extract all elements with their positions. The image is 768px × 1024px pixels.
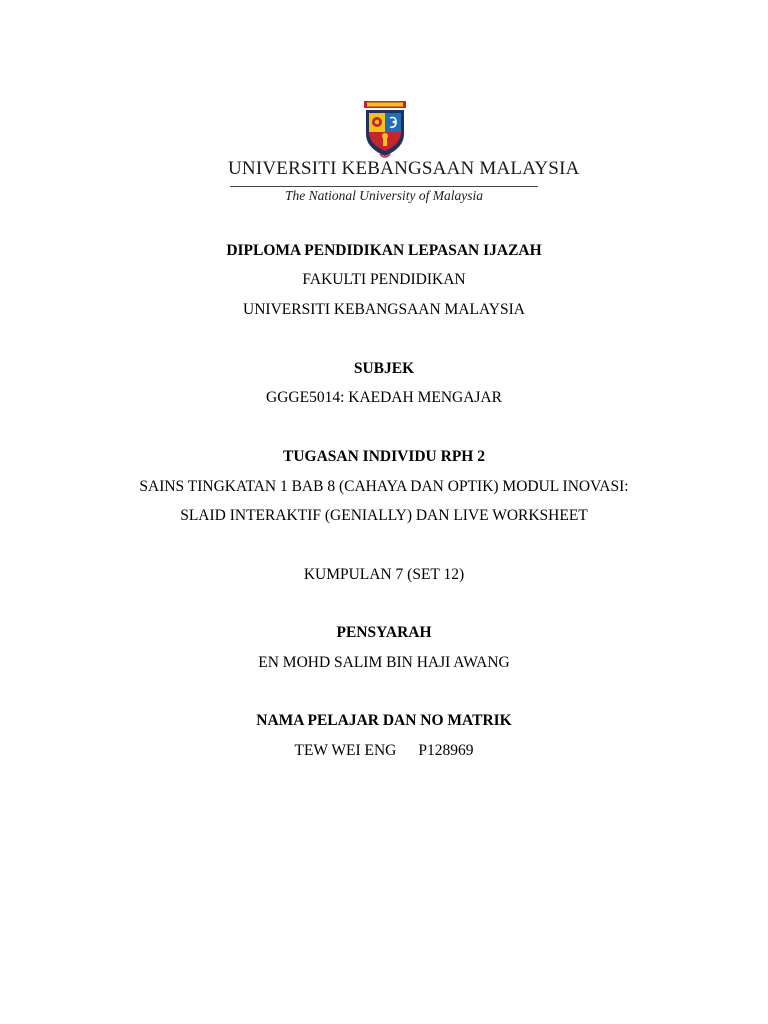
subject-value: GGGE5014: KAEDAH MENGAJAR (266, 389, 502, 406)
ukm-crest-icon (362, 100, 408, 160)
logo-divider (230, 186, 538, 187)
group-value: KUMPULAN 7 (SET 12) (303, 566, 465, 583)
assignment-line-2: SLAID INTERAKTIF (GENIALLY) DAN LIVE WORKSHEET (180, 507, 588, 524)
assignment-heading: TUGASAN INDIVIDU RPH 2 (283, 448, 485, 465)
university-line: UNIVERSITI KEBANGSAAN MALAYSIA (243, 301, 525, 318)
student-name: TEW WEI ENG (294, 742, 397, 759)
subject-heading: SUBJEK (353, 360, 415, 377)
student-info (0, 741, 768, 761)
assignment-line-1: SAINS TINGKATAN 1 BAB 8 (CAHAYA DAN OPTIK) MODUL INOVASI: (139, 478, 629, 495)
student-matric: P128969 (418, 742, 474, 759)
lecturer-name: EN MOHD SALIM BIN HAJI AWANG (258, 654, 510, 671)
faculty-name: FAKULTI PENDIDIKAN (302, 271, 466, 288)
university-tagline: The National University of Malaysia (285, 188, 483, 203)
university-name: UNIVERSITI KEBANGSAAN MALAYSIA (228, 158, 580, 179)
lecturer-heading: PENSYARAH (336, 624, 432, 641)
program-title: DIPLOMA PENDIDIKAN LEPASAN IJAZAH (226, 242, 542, 259)
university-logo (0, 100, 768, 210)
student-heading: NAMA PELAJAR DAN NO MATRIK (256, 712, 512, 729)
